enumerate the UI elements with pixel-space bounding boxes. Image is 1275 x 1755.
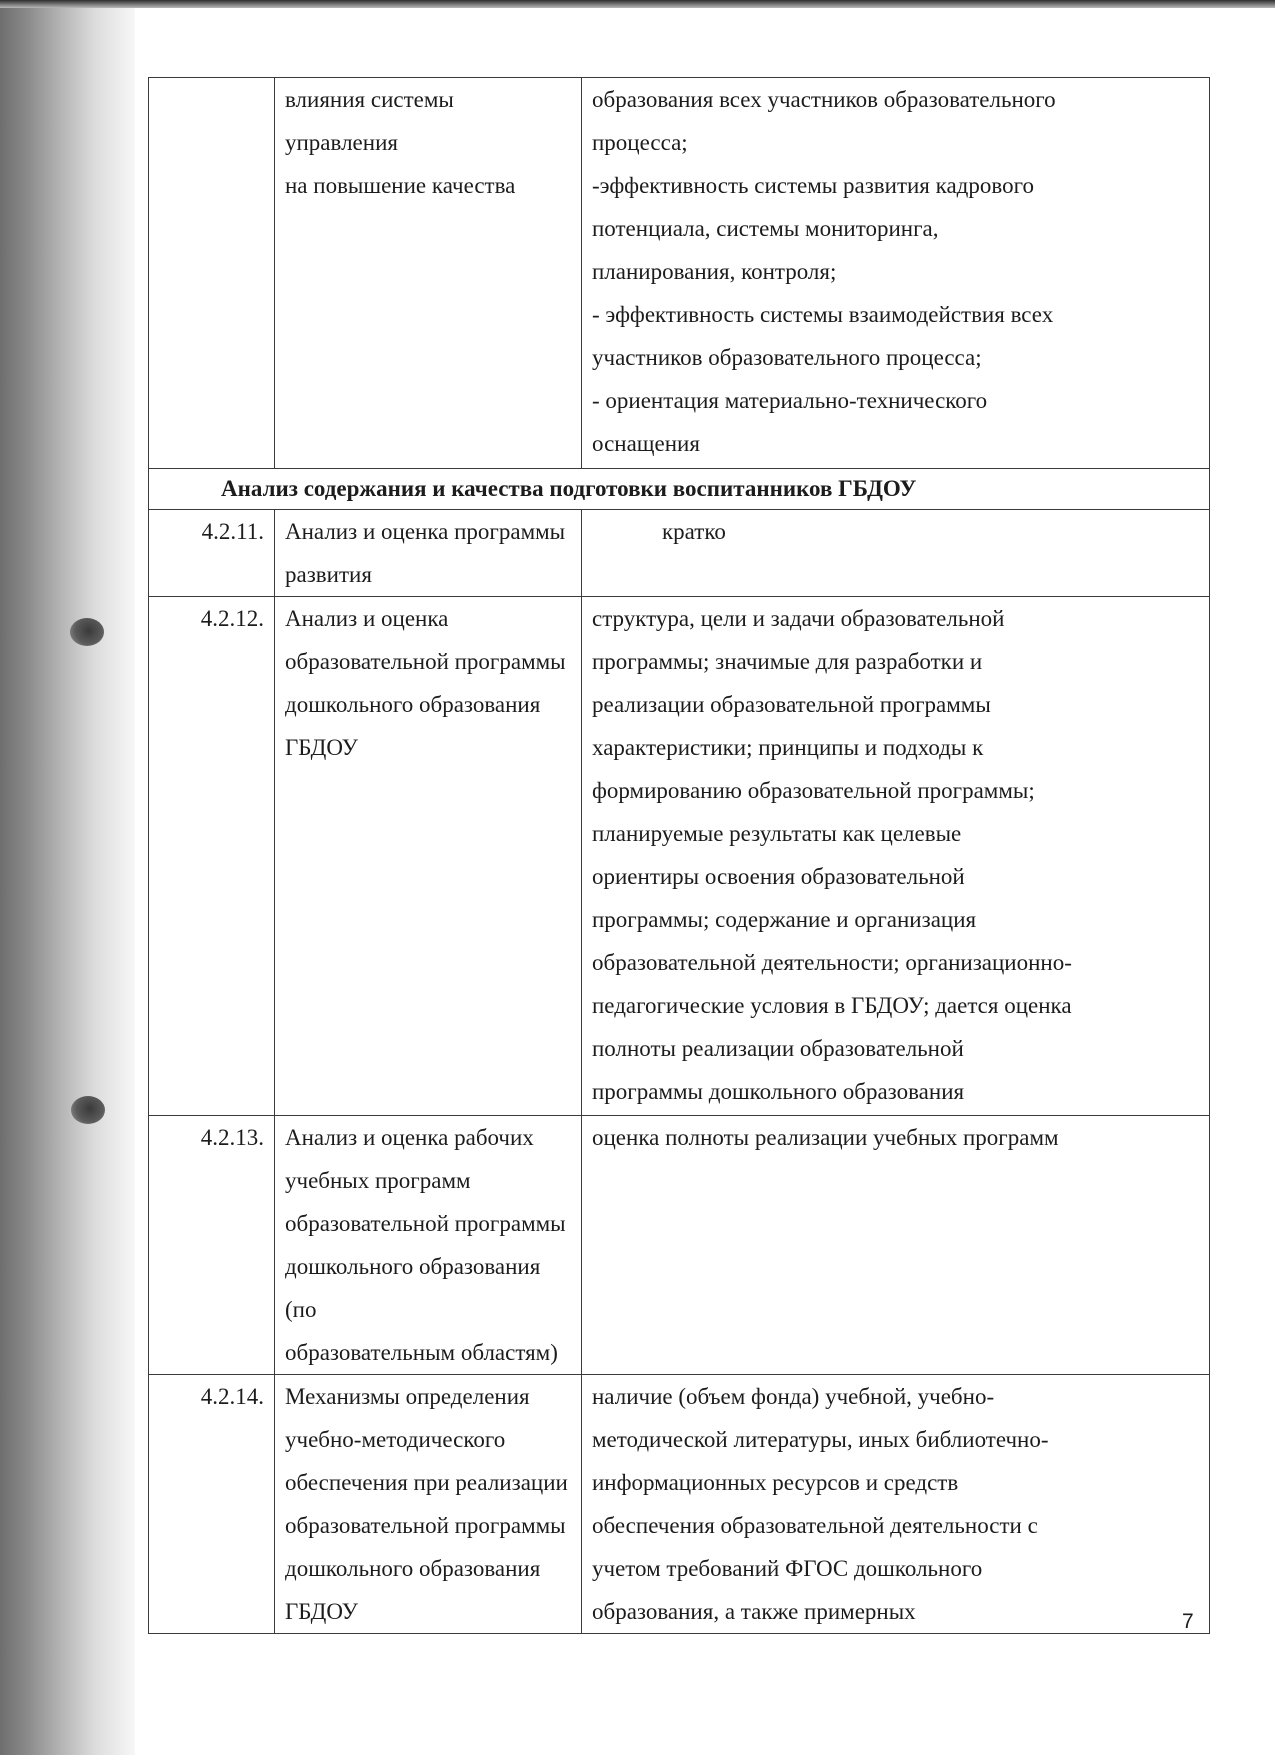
row-description-line: планируемые результаты как целевые (592, 821, 962, 846)
table-row (149, 510, 1210, 597)
row-description-line: полноты реализации образовательной (592, 1036, 964, 1061)
row-name-line: образовательной программы (285, 649, 566, 674)
row-description-line: участников образовательного процесса; (592, 345, 982, 370)
row-description-line: образования всех участников образовательного (592, 87, 1056, 112)
row-name-line: Механизмы определения (285, 1384, 530, 1409)
row-description-line: планирования, контроля; (592, 259, 837, 284)
table-row (149, 1375, 1210, 1634)
row-description-line: обеспечения образовательной деятельности с (592, 1513, 1038, 1538)
row-name-line: Анализ и оценка программы (285, 519, 566, 544)
row-description-line: педагогические условия в ГБДОУ; дается оценка (592, 993, 1072, 1018)
row-description-line: ориентиры освоения образовательной (592, 864, 965, 889)
row-number-cell (149, 78, 275, 469)
row-number-cell: 4.2.11. (149, 510, 275, 597)
row-name-line: образовательным областям) (285, 1340, 558, 1365)
row-description-line: программы; содержание и организация (592, 907, 977, 932)
row-description-line: реализации образовательной программы (592, 692, 991, 717)
row-name-line: образовательной программы (285, 1513, 566, 1538)
row-name-line: на повышение качества (285, 173, 516, 198)
row-number-cell: 4.2.14. (149, 1375, 275, 1634)
row-description-line: образовательной деятельности; организационно- (592, 950, 1072, 975)
row-name-cell (275, 78, 582, 469)
row-name-line: учебно-методического (285, 1427, 506, 1452)
row-name-line: дошкольного образования (285, 692, 541, 717)
row-name-line: дошкольного образования (по (285, 1254, 541, 1322)
row-description-line: оснащения (592, 431, 700, 456)
row-description-line: наличие (объем фонда) учебной, учебно- (592, 1384, 995, 1409)
row-name-line: учебных программ (285, 1168, 471, 1193)
row-description-line: -эффективность системы развития кадрового (592, 173, 1034, 198)
row-name-cell (275, 510, 582, 597)
row-description-line: - ориентация материально-технического (592, 388, 988, 413)
row-description-cell (582, 78, 1210, 469)
row-name-line: обеспечения при реализации (285, 1470, 568, 1495)
row-number-cell: 4.2.12. (149, 597, 275, 1116)
table-row (149, 78, 1210, 469)
row-description-line: программы; значимые для разработки и (592, 649, 983, 674)
section-header-row (149, 469, 1210, 510)
row-name-cell (275, 1116, 582, 1375)
table-row (149, 1116, 1210, 1375)
punch-hole (71, 1096, 105, 1124)
row-description-line: образования, а также примерных (592, 1599, 916, 1624)
row-description-line: процесса; (592, 130, 688, 155)
page-number: 7 (1182, 1610, 1194, 1633)
row-description-cell (582, 597, 1210, 1116)
row-description-line: программы дошкольного образования (592, 1079, 965, 1104)
row-description-line: - эффективность системы взаимодействия всех (592, 302, 1054, 327)
row-name-cell (275, 1375, 582, 1634)
row-name-line: влияния системы управления (285, 87, 454, 155)
table-row (149, 597, 1210, 1116)
row-name-line: ГБДОУ (285, 735, 358, 760)
row-name-line: образовательной программы (285, 1211, 566, 1236)
row-description-line: формированию образовательной программы; (592, 778, 1035, 803)
row-description-line: информационных ресурсов и средств (592, 1470, 959, 1495)
row-name-line: Анализ и оценка (285, 606, 449, 631)
row-name-line: дошкольного образования (285, 1556, 541, 1581)
row-description-cell (582, 1116, 1210, 1375)
row-number-cell: 4.2.13. (149, 1116, 275, 1375)
scan-binding-shadow (0, 0, 135, 1755)
row-description-line: характеристики; принципы и подходы к (592, 735, 984, 760)
row-name-cell (275, 597, 582, 1116)
punch-hole (70, 618, 104, 646)
row-name-line: Анализ и оценка рабочих (285, 1125, 534, 1150)
row-description-cell (582, 510, 1210, 597)
row-description-line: учетом требований ФГОС дошкольного (592, 1556, 983, 1581)
row-description-line: методической литературы, иных библиотечно- (592, 1427, 1049, 1452)
row-description-line: структура, цели и задачи образовательной (592, 606, 1005, 631)
section-header: Анализ содержания и качества подготовки воспитанников ГБДОУ (149, 469, 1210, 510)
row-description-line: кратко (662, 519, 726, 544)
row-description-line: потенциала, системы мониторинга, (592, 216, 939, 241)
row-name-line: развития (285, 562, 372, 587)
row-description-cell (582, 1375, 1210, 1634)
content-table (148, 77, 1210, 1634)
row-name-line: ГБДОУ (285, 1599, 358, 1624)
row-description-line: оценка полноты реализации учебных программ (592, 1125, 1059, 1150)
scan-top-edge (0, 0, 1275, 8)
